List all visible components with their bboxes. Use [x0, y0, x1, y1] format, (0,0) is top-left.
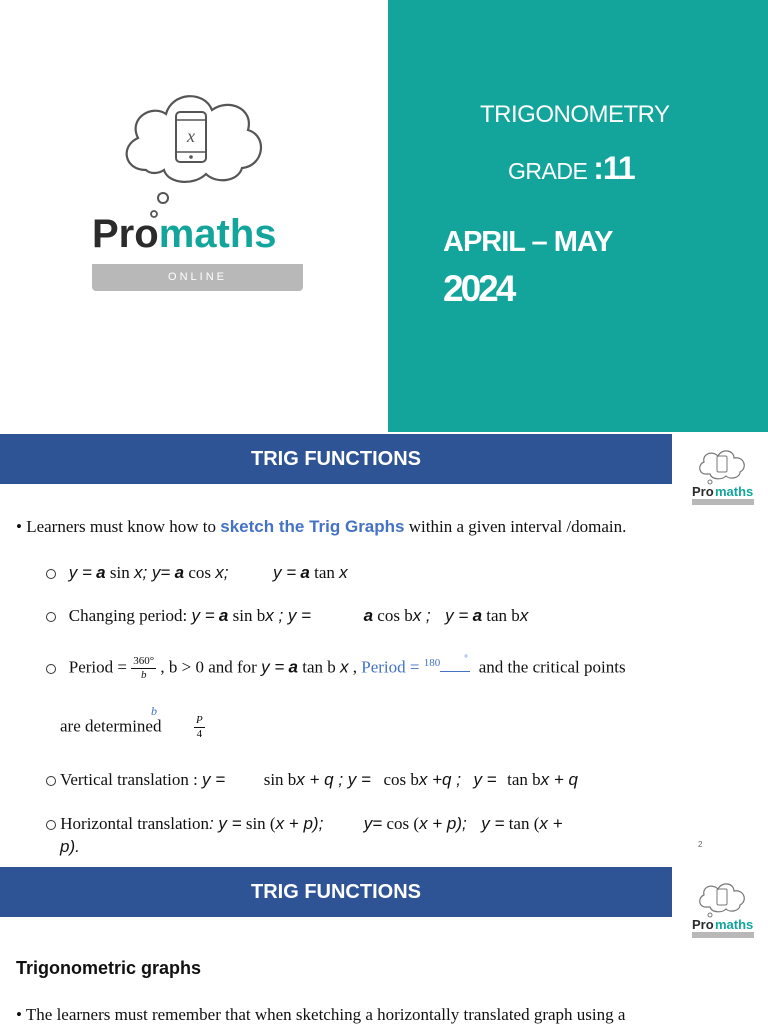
slide2-mini-logo — [690, 446, 756, 513]
critical-points-fraction: $\frac{P}{4}$ — [195, 714, 203, 740]
slide2-line3: Period = $\frac{360^\circ}{b}$ , b > 0 and for y = a tan b x , Period = $^{180}$ ° and the critical points — [46, 655, 626, 682]
slide3-subtitle: Trigonometric graphs — [16, 958, 202, 978]
title-slide — [0, 0, 768, 432]
subject-title: TRIGONOMETRY — [480, 101, 670, 128]
title-panel — [388, 0, 768, 432]
sketch-trig-graphs-link: sketch the Trig Graphs — [220, 517, 405, 536]
mini-logo-maths: maths — [715, 917, 754, 932]
thought-cloud-phone-icon — [118, 82, 268, 222]
mini-logo-pro: Pro — [692, 484, 714, 499]
period-fraction: $\frac{360^\circ}{b}$ — [133, 655, 155, 681]
hollow-bullet-icon — [46, 569, 56, 579]
grade-line: GRADE :11 — [508, 150, 635, 186]
slide2-line6: Horizontal translation: y = sin (x + p); y= cos (x + p); y = tan (x + — [46, 814, 563, 834]
slide3-text: • The learners must remember that when sketching a horizontally translated graph using a — [16, 1005, 626, 1024]
slide2-line6-cont: p). — [60, 837, 80, 856]
hollow-bullet-icon — [46, 776, 56, 786]
slide2-header: TRIG FUNCTIONS — [0, 434, 672, 484]
page-number: 2 — [698, 840, 703, 849]
mini-logo-pro: Pro — [692, 917, 714, 932]
mini-cloud-phone-icon — [690, 879, 756, 941]
slide2-intro: • Learners must know how to sketch the Trig Graphs within a given interval /domain. — [16, 517, 627, 536]
mini-logo-maths: maths — [715, 484, 754, 499]
date-year: 2024 — [443, 268, 514, 309]
logo-online-bar: ONLINE — [92, 264, 303, 291]
slide3-header: TRIG FUNCTIONS — [0, 867, 672, 917]
hollow-bullet-icon — [46, 612, 56, 622]
date-months: APRIL – MAY — [443, 226, 613, 258]
slide2-line4: are determined $\frac{P}{4}$ — [60, 714, 203, 740]
phone-x-symbol: x — [187, 126, 195, 146]
slide2-line2: Changing period: y = a sin bx ; y = a cos bx ; y = a tan bx — [46, 606, 528, 626]
slide2-line5: Vertical translation : y = sin bx + q ; y = cos bx +q ; y = tan bx + q — [46, 770, 578, 790]
mini-cloud-phone-icon — [690, 446, 756, 508]
promaths-logo-wordmark: Promaths — [92, 212, 277, 256]
hollow-bullet-icon — [46, 664, 56, 674]
blue-b-label: b — [151, 704, 157, 718]
hollow-bullet-icon — [46, 820, 56, 830]
slide3-mini-logo — [690, 879, 756, 946]
slide2-line1: y = a sin x; y= a cos x; y = a tan x — [46, 563, 348, 583]
